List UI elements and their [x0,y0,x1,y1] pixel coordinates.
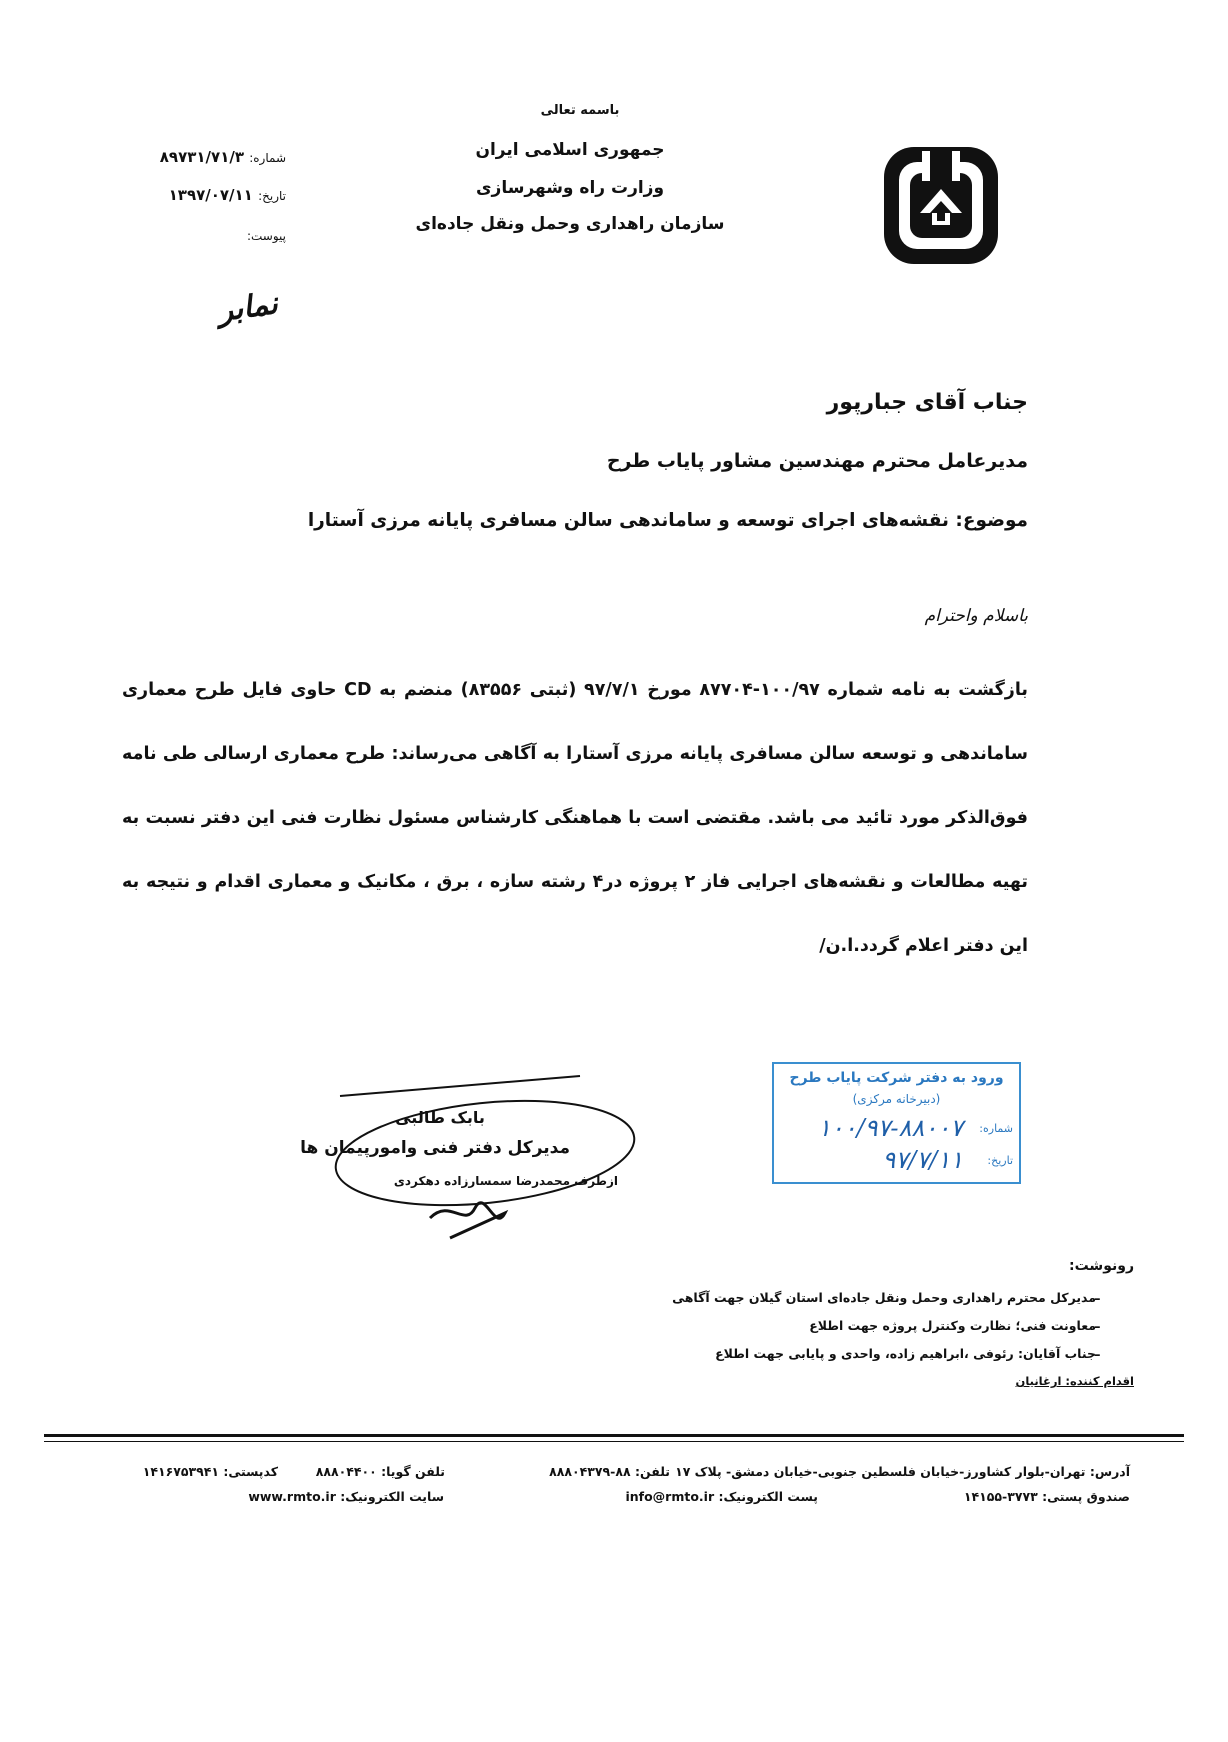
greeting: باسلام واحترام [924,606,1028,626]
footer-divider-thin [44,1441,1184,1442]
signature-scribble [300,1068,640,1248]
footer-postal-code: کدپستی: ۱۴۱۶۷۵۳۹۴۱ [142,1464,278,1479]
invocation: باسمه تعالی [540,103,620,118]
letter-body: بازگشت به نامه شماره ۱۰۰/۹۷-۸۷۷۰۴ مورخ ۹۷/۷/۱ (ثبتی ۸۳۵۵۶) منضم به CD حاوی فایل طرح معماری ساماندهی و توسعه سالن مسافری پایانه مرزی آستارا به آگاهی می‌رساند: طرح معماری ارسالی طی نامه فوق‌الذکر مورد تائید می باشد. مقتضی است با هماهنگی کارشناس مسئول نظارت فنی این دفتر نسبت به تهیه مطالعات و نقشه‌های اجرایی فاز ۲ پروژه در۴ رشته سازه ، برق ، مکانیک و معماری اقدام و نتیجه به این دفتر اعلام گردد.ا.ن/ [122,680,1029,956]
letter-number-row [160,148,286,166]
footer-website-label: سایت الکترونیک: [340,1489,444,1504]
handwritten-fax-note: نمابر [216,286,281,329]
cc-action-by: اقدام کننده: ارغانیان [1015,1374,1134,1388]
cc-item: مدیرکل محترم راهداری وحمل ونقل جاده‌ای استان گیلان جهت آگاهی [672,1290,1096,1305]
footer-phone: تلفن: ۸۸-۸۸۸۰۴۳۷۹ [549,1464,670,1479]
cc-heading: رونوشت: [1069,1258,1134,1274]
cc-bullet: – [1094,1320,1101,1335]
letter-date-value: ۱۳۹۷/۰۷/۱۱ [168,186,253,204]
letter-number-label: شماره: [249,151,286,165]
letter-subject: موضوع: نقشه‌های اجرای توسعه و ساماندهی سالن مسافری پایانه مرزی آستارا [307,510,1028,531]
attachment-label: پیوست: [246,229,286,243]
organization-name: سازمان راهداری وحمل ونقل جاده‌ای [415,214,725,234]
signatory-position: مدیرکل دفتر فنی وامورپیمان ها [300,1138,570,1158]
organization-logo [880,143,1002,268]
footer-phone-auto: تلفن گویا: ۸۸۸۰۴۴۰۰ [315,1464,445,1479]
stamp-date-value: ۹۷/۷/۱۱ [882,1146,963,1174]
footer-po-box: صندوق پستی: ۳۷۷۳-۱۴۱۵۵ [963,1489,1130,1504]
cc-item: معاونت فنی؛ نظارت وکنترل پروژه جهت اطلاع [809,1318,1096,1333]
signatory-on-behalf: ازطرف محمدرضا سمسارزاده دهکردی [393,1174,618,1188]
stamp-number-value: ۱۰۰/۹۷-۸۸۰۰۷ [817,1114,963,1142]
stamp-date-label: تاریخ: [987,1154,1013,1167]
stamp-number-label: شماره: [979,1122,1013,1135]
ministry-name: وزارت راه وشهرسازی [475,178,665,198]
letter-date-label: تاریخ: [258,189,286,203]
stamp-subtitle: (دبیرخانه مرکزی) [852,1092,941,1106]
cc-bullet: – [1094,1348,1101,1363]
received-stamp [772,1062,1021,1184]
footer-email [625,1489,818,1504]
footer-email-link[interactable]: info@rmto.ir [625,1489,715,1504]
footer-address: آدرس: تهران-بلوار کشاورز-خیابان فلسطین جنوبی-خیابان دمشق- پلاک ۱۷ [675,1464,1130,1479]
country-name: جمهوری اسلامی ایران [475,140,665,160]
stamp-title: ورود به دفتر شرکت پایاب طرح [789,1070,1004,1086]
footer-divider [44,1434,1184,1437]
attachment-row [247,226,286,244]
signatory-name: بابک طالبی [395,1108,485,1127]
recipient-title: مدیرعامل محترم مهندسین مشاور پایاب طرح [606,450,1028,472]
cc-item: جناب آقایان: رئوفی ،ابراهیم زاده، واحدی و پایابی جهت اطلاع [715,1346,1096,1361]
footer-website [248,1489,444,1504]
cc-bullet: – [1094,1292,1101,1307]
footer-website-link[interactable]: www.rmto.ir [248,1489,336,1504]
letter-number-value: ۸۹۷۳۱/۷۱/۳ [159,148,244,166]
letter-date-row [169,186,286,204]
footer-email-label: پست الکترونیک: [718,1489,818,1504]
recipient-name: جناب آقای جبارپور [826,390,1028,415]
